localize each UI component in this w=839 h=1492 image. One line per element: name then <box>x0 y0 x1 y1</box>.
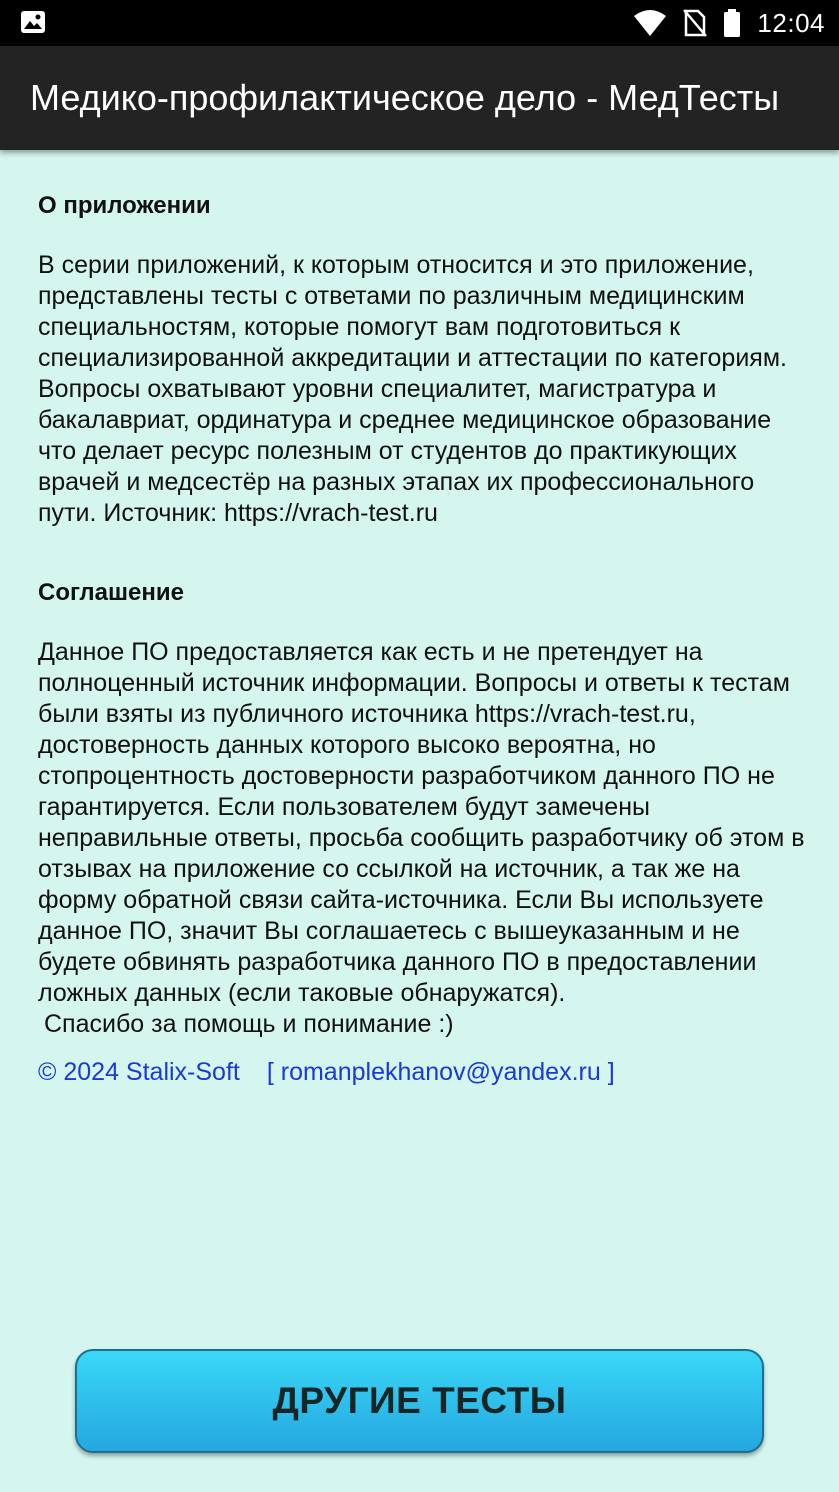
about-heading: О приложении <box>38 192 211 219</box>
clock: 12:04 <box>757 7 825 38</box>
agreement-heading: Соглашение <box>38 579 184 606</box>
status-bar <box>0 0 839 46</box>
app-title: Медико-профилактическое дело - МедТесты <box>30 77 780 118</box>
wifi-icon <box>633 9 667 37</box>
agreement-text: Данное ПО предоставляется как есть и не претендует на полноценный источник информации. Вопросы и ответы к тестам были взяты из публичного источника https://vrach-test.ru, достоверность данных которого высоко вероятна, но стопроцентность достоверности разработчиком данного ПО не гарантируется. Если пользователем будут замечены неправильные ответы, просьба сообщить разработчику об этом в отзывах на приложение со ссылкой на источник, а так же на форму обратной связи сайта-источника. Если Вы используете данное ПО, значит Вы соглашаетесь с вышеуказанным и не будете обвинять разработчика данного ПО в предоставлении ложных данных (если таковые обнаружатся). <box>38 638 805 1007</box>
email-link[interactable]: [ romanplekhanov@yandex.ru ] <box>266 1058 615 1086</box>
no-sim-icon <box>683 9 707 37</box>
footer <box>38 1055 813 1089</box>
copyright-link[interactable]: © 2024 Stalix-Soft <box>38 1058 240 1086</box>
app-bar <box>0 46 839 150</box>
other-tests-button[interactable]: ДРУГИЕ ТЕСТЫ <box>75 1349 764 1453</box>
content-area[interactable] <box>38 186 813 1089</box>
battery-icon <box>723 9 741 37</box>
other-tests-button-container <box>75 1349 764 1453</box>
about-text: В серии приложений, к которым относится и это приложение, представлены тесты с ответами по различным медицинским специальностям, которые помогут вам подготовиться к специализированной аккредитации и аттестации по категориям. Вопросы охватывают уровни специалитет, магистратура и бакалавриат, ординатура и среднее медицинское образование что делает ресурс полезным от студентов до практикующих врачей и медсестёр на разных этапах их профессионального пути. Источник: https://vrach-test.ru <box>38 251 787 527</box>
image-icon <box>20 9 46 35</box>
thanks-text: Спасибо за помощь и понимание :) <box>44 1010 454 1038</box>
